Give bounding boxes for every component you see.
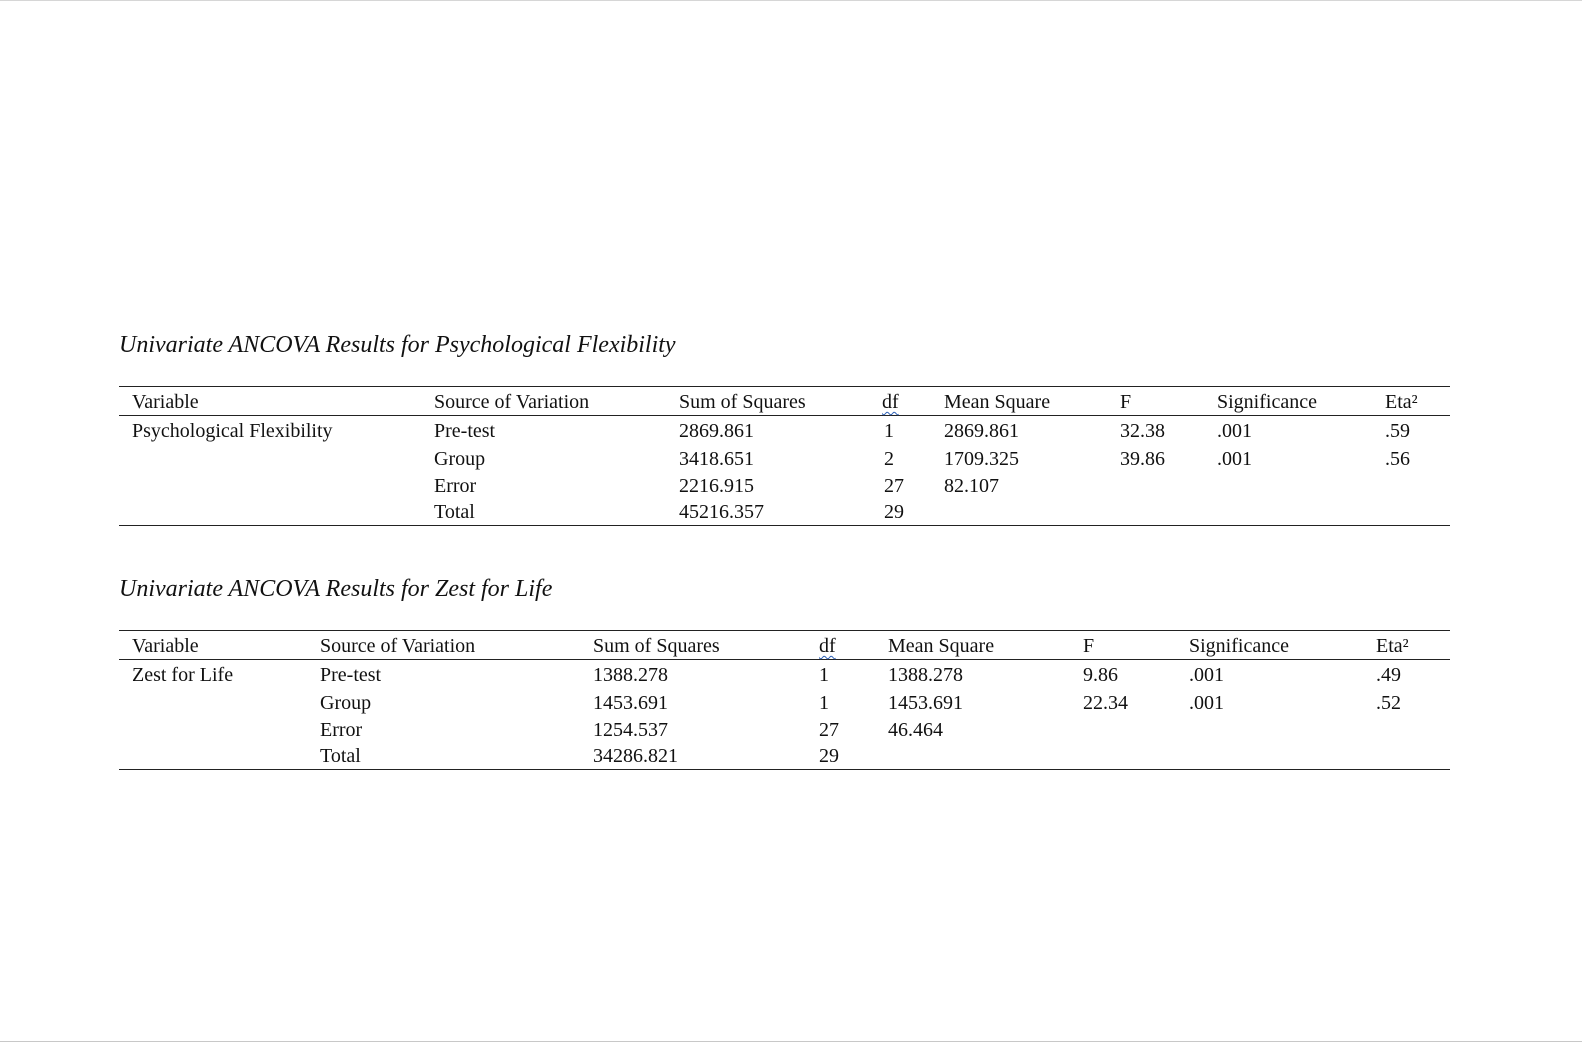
sum-of-squares-cell: 1254.537 — [593, 719, 668, 741]
df-cell: 29 — [884, 501, 904, 523]
variable-cell: Zest for Life — [132, 664, 234, 686]
df-cell: 27 — [819, 719, 839, 741]
source-cell: Total — [320, 745, 361, 767]
header-mean-square: Mean Square — [888, 635, 995, 657]
significance-cell: .001 — [1217, 420, 1252, 442]
ancova-table-psychological-flexibility — [119, 386, 1450, 526]
header-variable: Variable — [132, 635, 199, 657]
df-cell: 2 — [884, 448, 894, 470]
df-cell: 1 — [819, 664, 829, 686]
header-sum-of-squares: Sum of Squares — [679, 391, 806, 413]
df-cell: 1 — [884, 420, 894, 442]
header-f: F — [1120, 391, 1132, 413]
eta-cell: .52 — [1376, 692, 1401, 714]
source-cell: Total — [434, 501, 475, 523]
header-eta-squared: Eta² — [1376, 635, 1409, 657]
sum-of-squares-cell: 3418.651 — [679, 448, 754, 470]
table-caption-psychological-flexibility: Univariate ANCOVA Results for Psychological Flexibility — [119, 332, 676, 358]
mean-square-cell: 82.107 — [944, 475, 999, 497]
header-source-of-variation: Source of Variation — [320, 635, 476, 657]
significance-cell: .001 — [1217, 448, 1252, 470]
source-cell: Error — [434, 475, 477, 497]
sum-of-squares-cell: 2869.861 — [679, 420, 754, 442]
header-source-of-variation: Source of Variation — [434, 391, 590, 413]
header-df: df — [819, 635, 836, 657]
header-significance: Significance — [1217, 391, 1317, 413]
mean-square-cell: 46.464 — [888, 719, 943, 741]
eta-cell: .59 — [1385, 420, 1410, 442]
source-cell: Pre-test — [434, 420, 496, 442]
mean-square-cell: 2869.861 — [944, 420, 1019, 442]
source-cell: Group — [434, 448, 486, 470]
eta-cell: .49 — [1376, 664, 1401, 686]
header-mean-square: Mean Square — [944, 391, 1051, 413]
header-sum-of-squares: Sum of Squares — [593, 635, 720, 657]
table-header-row — [119, 387, 1450, 416]
ancova-table-zest-for-life — [119, 630, 1450, 770]
sum-of-squares-cell: 2216.915 — [679, 475, 754, 497]
eta-cell: .56 — [1385, 448, 1410, 470]
f-cell: 39.86 — [1120, 448, 1165, 470]
df-cell: 27 — [884, 475, 904, 497]
page-bottom-border — [0, 1041, 1582, 1042]
sum-of-squares-cell: 1453.691 — [593, 692, 668, 714]
df-cell: 29 — [819, 745, 839, 767]
sum-of-squares-cell: 1388.278 — [593, 664, 668, 686]
source-cell: Group — [320, 692, 372, 714]
sum-of-squares-cell: 45216.357 — [679, 501, 764, 523]
mean-square-cell: 1453.691 — [888, 692, 963, 714]
table-header-row — [119, 631, 1450, 660]
f-cell: 9.86 — [1083, 664, 1118, 686]
significance-cell: .001 — [1189, 692, 1224, 714]
mean-square-cell: 1709.325 — [944, 448, 1019, 470]
significance-cell: .001 — [1189, 664, 1224, 686]
page-top-border — [0, 0, 1582, 1]
table-caption-zest-for-life: Univariate ANCOVA Results for Zest for Life — [119, 576, 553, 602]
sum-of-squares-cell: 34286.821 — [593, 745, 678, 767]
source-cell: Pre-test — [320, 664, 382, 686]
source-cell: Error — [320, 719, 363, 741]
df-cell: 1 — [819, 692, 829, 714]
header-eta-squared: Eta² — [1385, 391, 1418, 413]
header-variable: Variable — [132, 391, 199, 413]
header-df: df — [882, 391, 899, 413]
variable-cell: Psychological Flexibility — [132, 420, 333, 442]
header-f: F — [1083, 635, 1095, 657]
header-significance: Significance — [1189, 635, 1289, 657]
f-cell: 32.38 — [1120, 420, 1165, 442]
mean-square-cell: 1388.278 — [888, 664, 963, 686]
f-cell: 22.34 — [1083, 692, 1128, 714]
